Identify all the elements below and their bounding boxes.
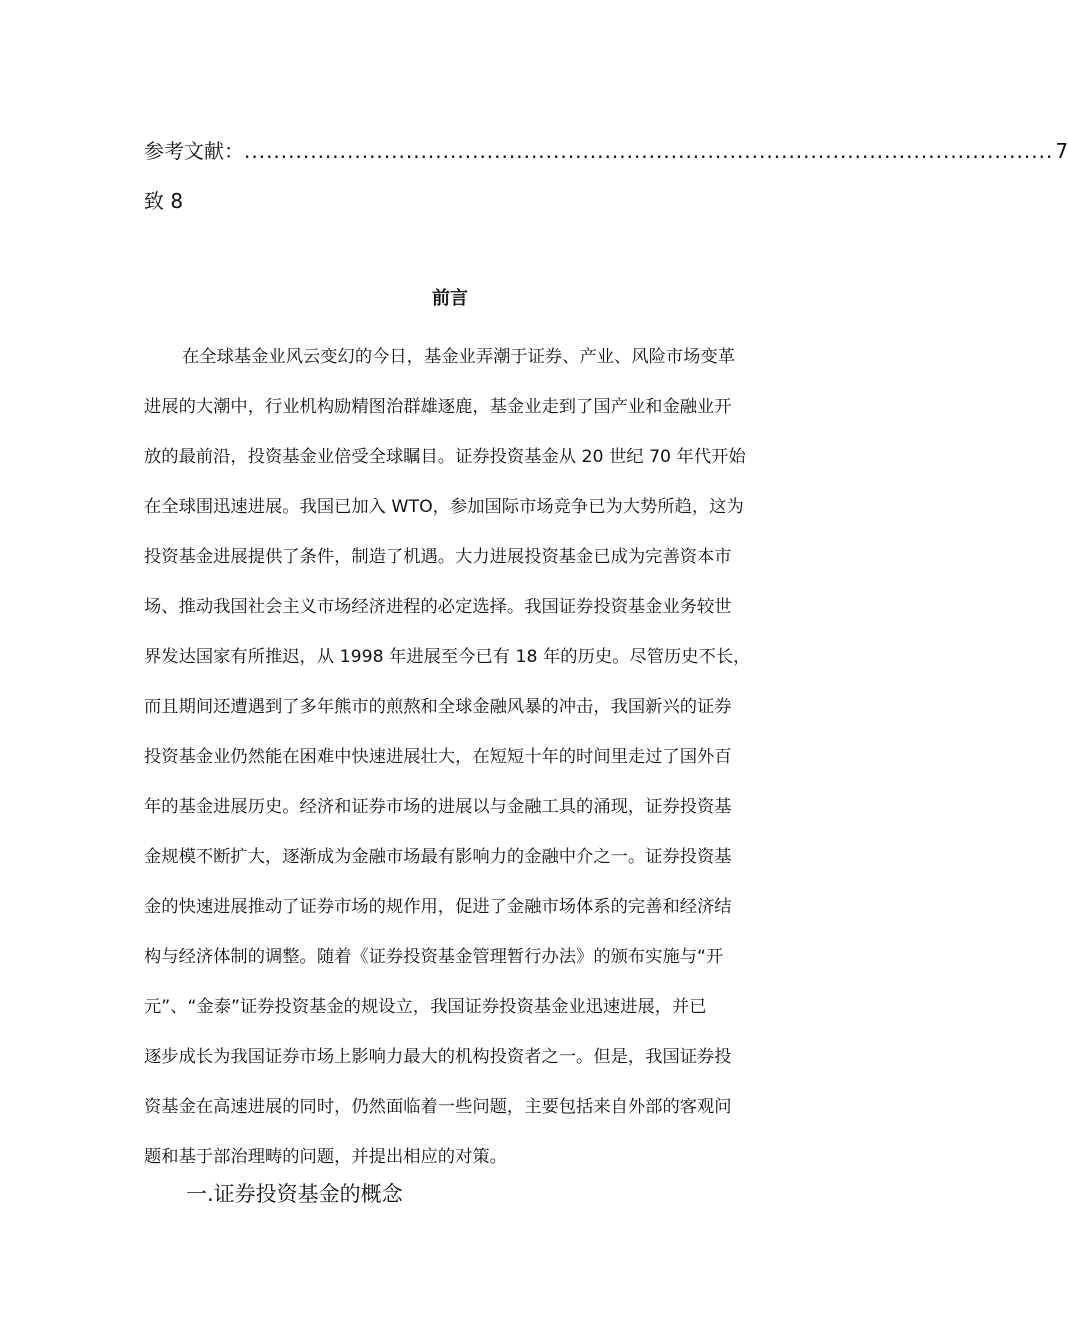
toc-leader-dots: .............................................................................................................. [244, 139, 1054, 163]
preface-line: 界发达国家有所推迟，从 1998 年进展至今已有 18 年的历史。尽管历史不长， [144, 647, 751, 667]
preface-line: 而且期间还遭遇到了多年熊市的煎熬和全球金融风暴的冲击，我国新兴的证券 [144, 697, 732, 717]
preface-line: 投资基金进展提供了条件，制造了机遇。大力进展投资基金已成为完善资本市 [144, 547, 732, 567]
preface-line: 金规模不断扩大，逐渐成为金融市场最有影响力的金融中介之一。证券投资基 [144, 847, 732, 867]
preface-line: 进展的大潮中，行业机构励精图治群雄逐鹿，基金业走到了国产业和金融业开 [144, 397, 732, 417]
toc-references-label: 参考文献： [144, 139, 244, 163]
preface-line: 构与经济体制的调整。随着《证券投资基金管理暂行办法》的颁布实施与“开 [144, 947, 724, 967]
preface-body [144, 332, 816, 1182]
preface-title: 前言 [432, 288, 468, 309]
preface-line: 放的最前沿，投资基金业倍受全球瞩目。证券投资基金从 20 世纪 70 年代开始 [144, 447, 746, 467]
preface-line: 元”、“金泰”证券投资基金的规设立，我国证券投资基金业迅速进展，并已 [144, 997, 707, 1017]
preface-line: 投资基金业仍然能在困难中快速进展壮大，在短短十年的时间里走过了国外百 [144, 747, 732, 767]
toc-references-page-number: 7 [1055, 139, 1068, 163]
preface-line: 场、推动我国社会主义市场经济进程的必定选择。我国证券投资基金业务较世 [144, 597, 732, 617]
section-1-title: 一.证券投资基金的概念 [186, 1182, 403, 1206]
toc-acknowledgement-entry[interactable]: 致 8 [144, 189, 184, 213]
toc-references-entry[interactable] [144, 136, 1068, 166]
preface-line: 题和基于部治理畴的问题，并提出相应的对策。 [144, 1147, 507, 1167]
preface-line: 年的基金进展历史。经济和证券市场的进展以与金融工具的涌现，证券投资基 [144, 797, 732, 817]
preface-line: 在全球围迅速进展。我国已加入 WTO，参加国际市场竞争已为大势所趋，这为 [144, 497, 744, 517]
preface-line: 在全球基金业风云变幻的今日，基金业弄潮于证券、产业、风险市场变革 [182, 347, 736, 367]
preface-line: 逐步成长为我国证券市场上影响力最大的机构投资者之一。但是，我国证券投 [144, 1047, 732, 1067]
preface-line: 资基金在高速进展的同时，仍然面临着一些问题，主要包括来自外部的客观问 [144, 1097, 732, 1117]
preface-line: 金的快速进展推动了证券市场的规作用，促进了金融市场体系的完善和经济结 [144, 897, 732, 917]
